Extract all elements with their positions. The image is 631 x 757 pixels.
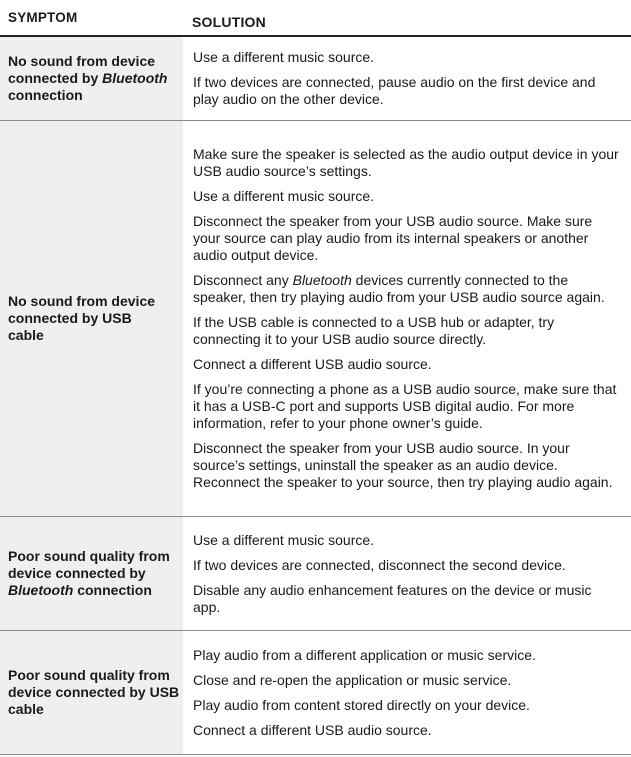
solution-item: Connect a different USB audio source. bbox=[193, 721, 432, 738]
symptom-cell bbox=[0, 121, 183, 516]
solution-item: Make sure the speaker is selected as the audio output device in your USB audio source’s settings. bbox=[193, 146, 619, 179]
solution-item: Use a different music source. bbox=[193, 188, 375, 204]
table-row bbox=[0, 517, 631, 631]
symptom-text: Poor sound quality from device connected by USB cable bbox=[8, 667, 180, 717]
solution-item: Use a different music source. bbox=[193, 531, 375, 548]
symptom-text: No sound from device connected by Bluetooth connection bbox=[8, 53, 168, 103]
symptom-text: Poor sound quality from device connected by Bluetooth connection bbox=[8, 548, 170, 598]
solution-cell bbox=[183, 121, 631, 516]
table-row bbox=[0, 631, 631, 755]
solution-header: SOLUTION bbox=[192, 14, 266, 30]
solution-item: If you’re connecting a phone as a USB audio source, make sure that it has a USB-C port and supports USB digital audio. For more information, refer to your phone owner’s guide. bbox=[193, 381, 617, 431]
symptom-cell bbox=[0, 631, 183, 754]
solution-item: Play audio from a different application or music service. bbox=[193, 646, 536, 663]
solution-item: If the USB cable is connected to a USB hub or adapter, try connecting it to your USB audio source directly. bbox=[193, 314, 555, 347]
symptom-text: No sound from device connected by USB cable bbox=[8, 293, 156, 343]
symptom-cell bbox=[0, 517, 183, 630]
solution-item: Disconnect any Bluetooth devices currently connected to the speaker, then try playing audio from your USB audio source again. bbox=[193, 272, 605, 305]
solution-cell bbox=[183, 517, 631, 630]
solution-item: If two devices are connected, pause audio on the first device and play audio on the other device. bbox=[193, 74, 596, 107]
solution-item: Disconnect the speaker from your USB audio source. In your source’s settings, uninstall the speaker as an audio device. Reconnect the speaker to your source, then try playing audio again. bbox=[193, 440, 613, 490]
symptom-cell bbox=[0, 37, 183, 120]
symptom-header: SYMPTOM bbox=[8, 10, 78, 25]
table-header bbox=[0, 0, 631, 37]
solution-item: Disconnect the speaker from your USB audio source. Make sure your source can play audio from its internal speakers or another audio output device. bbox=[193, 213, 593, 263]
solution-item: Disable any audio enhancement features on the device or music app. bbox=[193, 581, 592, 615]
solution-cell bbox=[183, 37, 631, 120]
table-row bbox=[0, 37, 631, 121]
solution-item: Connect a different USB audio source. bbox=[193, 356, 432, 372]
table-row bbox=[0, 121, 631, 517]
solution-item: If two devices are connected, disconnect the second device. bbox=[193, 556, 566, 573]
solution-item: Play audio from content stored directly on your device. bbox=[193, 696, 530, 713]
solution-item: Use a different music source. bbox=[193, 49, 375, 65]
solution-cell bbox=[183, 631, 631, 754]
solution-item: Close and re-open the application or music service. bbox=[193, 671, 512, 688]
